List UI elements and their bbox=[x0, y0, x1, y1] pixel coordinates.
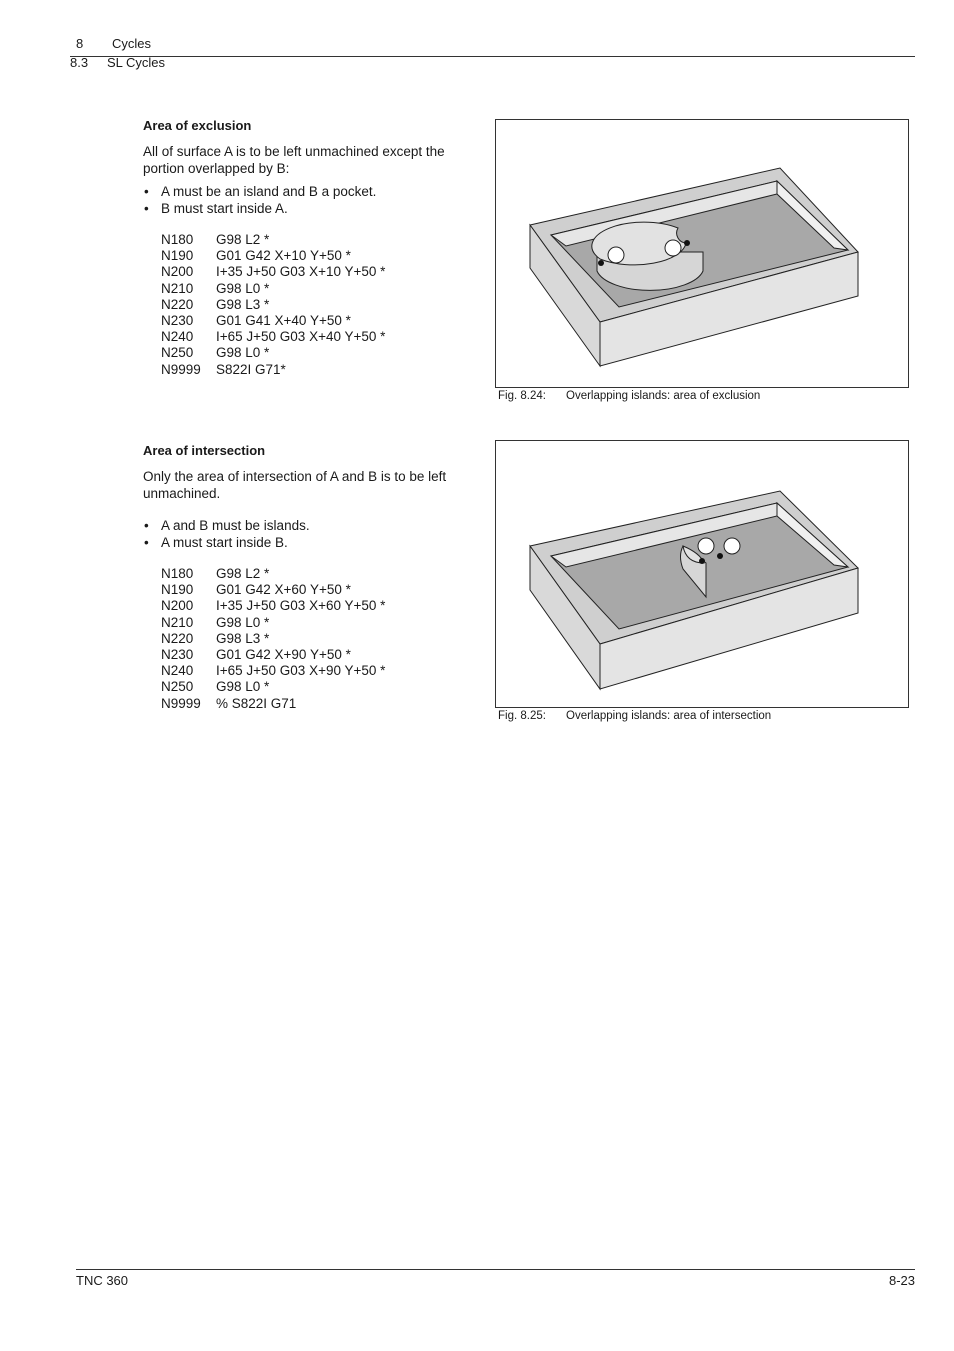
intersection-heading: Area of intersection bbox=[143, 443, 266, 458]
code-line: N9999 % S822I G71 bbox=[161, 695, 297, 711]
code-line: N210 G98 L0 * bbox=[161, 280, 270, 296]
intersection-code-block bbox=[161, 566, 385, 712]
figure-caption-exclusion bbox=[498, 390, 760, 402]
figure-label: Fig. 8.25: bbox=[498, 710, 546, 722]
code-line: N180 G98 L2 * bbox=[161, 232, 270, 247]
section-number: 8.3 bbox=[70, 55, 89, 70]
header-rule bbox=[70, 56, 915, 57]
code-line: N230 G01 G42 X+90 Y+50 * bbox=[161, 647, 351, 663]
figure-label: Fig. 8.24: bbox=[498, 390, 546, 402]
exclusion-code-block bbox=[161, 232, 385, 378]
exclusion-bullets bbox=[143, 184, 376, 217]
page-number: 8-23 bbox=[888, 1273, 915, 1288]
chapter-number: 8 bbox=[76, 36, 84, 51]
figure-intersection bbox=[495, 440, 909, 708]
code-line: N200 I+35 J+50 G03 X+60 Y+50 * bbox=[161, 598, 386, 614]
code-line: N240 I+65 J+50 G03 X+90 Y+50 * bbox=[161, 663, 386, 679]
figure-exclusion bbox=[495, 119, 909, 388]
code-line: N240 I+65 J+50 G03 X+40 Y+50 * bbox=[161, 329, 386, 345]
code-line: N200 I+35 J+50 G03 X+10 Y+50 * bbox=[161, 264, 386, 280]
exclusion-heading: Area of exclusion bbox=[143, 118, 252, 133]
code-line: N220 G98 L3 * bbox=[161, 630, 270, 646]
code-line: N230 G01 G41 X+40 Y+50 * bbox=[161, 313, 351, 329]
chapter-title: Cycles bbox=[112, 36, 152, 51]
list-item: • A must be an island and B a pocket. bbox=[143, 184, 376, 201]
list-item: • B must start inside A. bbox=[143, 201, 376, 218]
figure-caption-intersection bbox=[498, 710, 771, 722]
code-line: N210 G98 L0 * bbox=[161, 614, 270, 630]
list-item: • A must start inside B. bbox=[143, 535, 310, 552]
code-line: N250 G98 L0 * bbox=[161, 679, 270, 695]
exclusion-intro: All of surface A is to be left unmachined except the portion overlapped by B: bbox=[143, 144, 445, 176]
figure-caption-text: Overlapping islands: area of exclusion bbox=[566, 390, 761, 402]
code-line: N9999 S822I G71* bbox=[161, 361, 286, 377]
figure-caption-text: Overlapping islands: area of intersection bbox=[566, 710, 772, 722]
intersection-bullets bbox=[143, 518, 310, 551]
list-item: • A and B must be islands. bbox=[143, 518, 310, 535]
code-line: N220 G98 L3 * bbox=[161, 296, 270, 312]
code-line: N190 G01 G42 X+10 Y+50 * bbox=[161, 248, 351, 264]
code-line: N250 G98 L0 * bbox=[161, 345, 270, 361]
section-title: SL Cycles bbox=[107, 55, 166, 70]
footer-product: TNC 360 bbox=[76, 1273, 129, 1288]
footer-rule bbox=[76, 1269, 915, 1270]
code-line: N190 G01 G42 X+60 Y+50 * bbox=[161, 582, 351, 598]
code-line: N180 G98 L2 * bbox=[161, 566, 270, 581]
intersection-intro: Only the area of intersection of A and B is to be left unmachined. bbox=[143, 469, 447, 501]
